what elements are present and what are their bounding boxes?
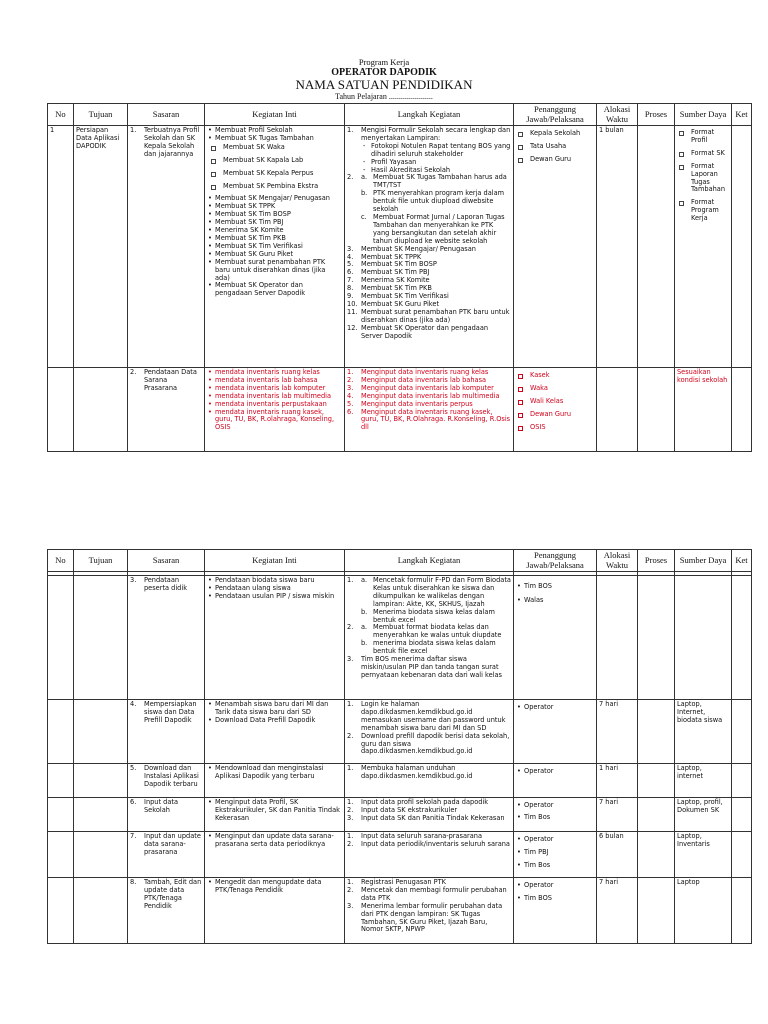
col-sumber-daya: Sumber Daya [675,104,732,126]
row-sasaran: 5. Download dan Instalasi Aplikasi Dapodik terbaru [128,764,205,798]
table-row [48,700,752,764]
row-langkah-kegiatan: 1. Menginput data inventaris ruang kelas 2. Menginput data inventaris lab bahasa 3. Menginput data inventaris lab komputer 4. Menginput data inventaris lab multimedia 5. Menginput data inventaris perpus 6. Menginput data inventaris ruang kasek, guru, TU, BK, R.Olahraga. R.Konseling, R.Osis dll [345,368,514,452]
work-program-table-1 [47,103,752,452]
row-sasaran: 4. Mempersiapkan siswa dan Data Prefill Dapodik [128,700,205,764]
table-row [48,832,752,878]
school-name: NAMA SATUAN PENDIDIKAN [295,77,473,92]
row-alokasi: 1 bulan [597,126,638,368]
row-sasaran: 3. Pendataan peserta didik [128,576,205,700]
row-penanggung-jawab: • Tim BOS • Walas [514,576,597,700]
col-ket: Ket [732,104,752,126]
row-kegiatan-inti: • Mendownload dan menginstalasi Aplikasi Dapodik yang terbaru [205,764,345,798]
table-header-row: No Tujuan Sasaran Kegiatan Inti Langkah Kegiatan Penanggung Jawab/Pelaksana Alokasi Waktu Proses Sumber Daya Ket [48,550,752,572]
table-header-row [48,104,752,126]
col-langkah-kegiatan: Langkah Kegiatan [345,104,514,126]
row-sasaran: 7. Input dan update data sarana-prasarana [128,832,205,878]
row-kegiatan-inti: • Menginput data Profil, SK Ekstrakurikuler, SK dan Panitia Tindak Kekerasan [205,798,345,832]
row-langkah-kegiatan: 1. Membuka halaman unduhan dapo.dikdasmen.kemdikbud.go.id [345,764,514,798]
row-langkah-kegiatan: 1. Mengisi Formulir Sekolah secara lengkap dan menyertakan Lampiran: - Fotokopi Notulen Rapat tentang BOS yang dihadiri seluruh stakeholder - Profil Yayasan - Hasil Akreditasi Sekolah 2. a. Membuat SK Tugas Tambahan harus ada TMT/TST b. PTK menyerahkan program kerja dalam bentuk file untuk diupload diwebsite sekolah c. Membuat Format Jurnal / Laporan Tugas Tambahan dan menyerahkan ke PTK yang bersangkutan dan setelah akhir tahun diupload ke website sekolah 3. Membuat SK Mengajar/ Penugasan 4. Membuat SK TPPK 5. Membuat SK Tim BOSP 6. Membuat SK Tim PBJ 7. Menerima SK Komite 8. Membuat SK Tim PKB 9. Membuat SK Tim Verifikasi 10. Membuat SK Guru Piket 11. Membuat surat penambahan PTK baru untuk diserahkan dinas (jika ada) 12. Membuat SK Operator dan pengadaan Server Dapodik [345,126,514,368]
row-langkah-kegiatan: 1. Input data seluruh sarana-prasarana 2. Input data periodik/inventaris seluruh sarana [345,832,514,878]
col-penanggung-jawab: Penanggung Jawab/Pelaksana [514,104,597,126]
col-kegiatan-inti: Kegiatan Inti [205,104,345,126]
col-tujuan: Tujuan [74,104,128,126]
row-sasaran: 6. Input data Sekolah [128,798,205,832]
row-penanggung-jawab: • Operator [514,764,597,798]
row-alokasi: 7 hari [597,700,638,764]
row-sumber-daya: Laptop, Inventaris [675,832,732,878]
row-ket [732,126,752,368]
row-penanggung-jawab: • Operator • Tim PBJ • Tim Bos [514,832,597,878]
row-no: 1 [48,126,74,368]
row-sumber-daya: Laptop, Internet, biodata siswa [675,700,732,764]
row-alokasi: 7 hari [597,798,638,832]
row-alokasi: 6 bulan [597,832,638,878]
table-row [48,576,752,700]
table-row [48,798,752,832]
row-penanggung-jawab: Kasek Waka Wali Kelas Dewan Guru OSIS [514,368,597,452]
work-program-table-2 [47,549,752,944]
academic-year: Tahun Pelajaran ...................... [335,92,433,101]
row-langkah-kegiatan: 1. Input data profil sekolah pada dapodik 2. Input data SK ekstrakurikuler 3. Input data SK dan Panitia Tindak Kekerasan [345,798,514,832]
row-alokasi: 1 hari [597,764,638,798]
table-row [48,878,752,944]
row-penanggung-jawab: • Operator [514,700,597,764]
document-title: OPERATOR DAPODIK [331,67,437,78]
row-sumber-daya: Format Profil Format SK Format Laporan Tugas Tambahan Format Program Kerja [675,126,732,368]
row-langkah-kegiatan: 1. a. Mencetak formulir F-PD dan Form Biodata Kelas untuk diserahkan ke siswa dan dikumpulkan ke walikelas dengan lampiran: Akte, KK, SKHUS, Ijazah b. Menerima biodata siswa kelas dalam bentuk excel 2. a. Membuat format biodata kelas dan menyerahkan ke walas untuk diupdate b. menerima biodata siswa kelas dalam bentuk file excel 3. Tim BOS menerima daftar siswa miskin/usulan PIP dan tanda tangan surat pernyataan kebenaran data dari wali kelas [345,576,514,700]
row-kegiatan-inti: • Pendataan biodata siswa baru • Pendataan ulang siswa • Pendataan usulan PIP / siswa miskin [205,576,345,700]
col-sasaran: Sasaran [128,104,205,126]
row-sasaran: 8. Tambah, Edit dan update data PTK/Tenaga Pendidik [128,878,205,944]
row-langkah-kegiatan: 1. Login ke halaman dapo.dikdasmen.kemdikbud.go.id memasukan username dan password untuk menambah siswa baru dari MI dan SD 2. Download prefill dapodik berisi data sekolah, guru dan siswa dapo.dikdasmen.kemdikbud.go.id [345,700,514,764]
row-langkah-kegiatan: 1. Registrasi Penugasan PTK 2. Mencetak dan membagi formulir perubahan data PTK 3. Menerima lembar formulir perubahan data dari PTK dengan lampiran: SK Tugas Tambahan, SK Guru Piket, Ijazah Baru, Nomor SKTP, NPWP [345,878,514,944]
row-sumber-daya: Laptop, internet [675,764,732,798]
row-kegiatan-inti: • Membuat Profil Sekolah • Membuat SK Tugas Tambahan Membuat SK Waka Membuat SK Kapala Lab Membuat SK Kepala Perpus Membuat SK Pembina Ekstra • Membuat SK Mengajar/ Penugasan • Membuat SK TPPK • Membuat SK Tim BOSP • Membuat SK Tim PBJ • Menerima SK Komite • Membuat SK Tim PKB • Membuat SK Tim Verifikasi • Membuat SK Guru Piket • Membuat surat penambahan PTK baru untuk diserahkan dinas (jika ada) • Membuat SK Operator dan pengadaan Server Dapodik [205,126,345,368]
col-alokasi-waktu: Alokasi Waktu [597,104,638,126]
row-penanggung-jawab: • Operator • Tim Bos [514,798,597,832]
row-kegiatan-inti: • mendata inventaris ruang kelas • mendata inventaris lab bahasa • mendata inventaris lab komputer • mendata inventaris lab multimedia • mendata inventaris perpustakaan • mendata inventaris ruang kasek, guru, TU, BK, R.olahraga, Konseling, OSIS [205,368,345,452]
row-penanggung-jawab: • Operator • Tim BOS [514,878,597,944]
program-label: Program Kerja [358,57,410,67]
row-sumber-daya: Laptop [675,878,732,944]
row-sumber-daya: Laptop, profil, Dokumen SK [675,798,732,832]
row-sumber-daya: Sesuaikan kondisi sekolah [675,368,732,452]
col-no: No [48,104,74,126]
row-kegiatan-inti: • Mengedit dan mengupdate data PTK/Tenaga Pendidik [205,878,345,944]
document-header [0,57,768,102]
row-sasaran: 2. Pendataan Data Sarana Prasarana [128,368,205,452]
row-penanggung-jawab: Kepala Sekolah Tata Usaha Dewan Guru [514,126,597,368]
table-row [48,126,752,368]
row-proses [638,126,675,368]
row-kegiatan-inti: • Menginput dan update data sarana-prasarana serta data periodiknya [205,832,345,878]
col-proses: Proses [638,104,675,126]
table-row [48,368,752,452]
row-sasaran: 1. Terbuatnya Profil Sekolah dan SK Kepala Sekolah dan jajarannya [128,126,205,368]
table-row [48,764,752,798]
row-kegiatan-inti: • Menambah siswa baru dari MI dan Tarik data siswa baru dari SD • Download Data Prefill Dapodik [205,700,345,764]
row-tujuan: Persiapan Data Aplikasi DAPODIK [74,126,128,368]
row-alokasi: 7 hari [597,878,638,944]
